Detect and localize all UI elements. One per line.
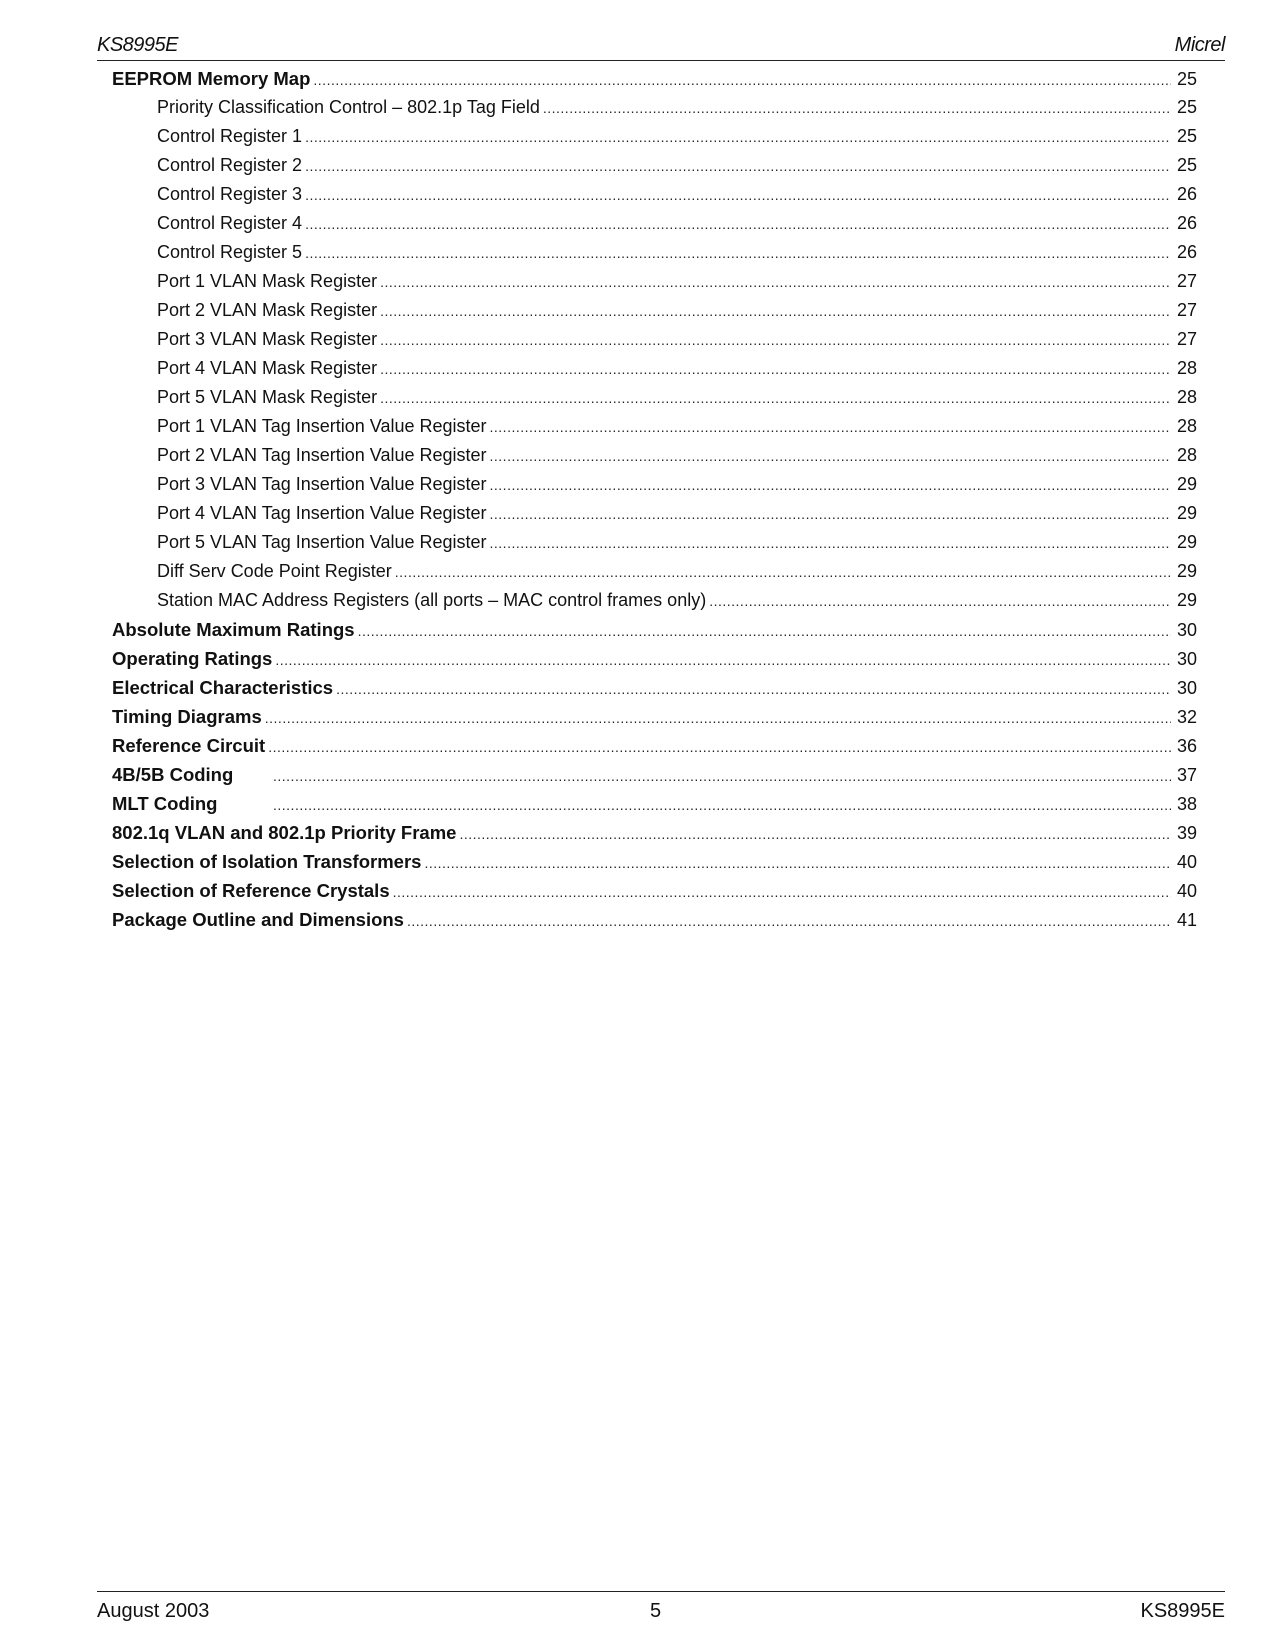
toc-entry[interactable] — [112, 184, 1197, 213]
toc-entry-title: Electrical Characteristics — [112, 677, 334, 698]
toc-entry[interactable] — [112, 271, 1197, 300]
toc-entry[interactable] — [112, 416, 1197, 445]
toc-dot-leader — [273, 797, 1171, 813]
toc-entry[interactable] — [112, 445, 1197, 474]
toc-entry-title: 802.1q VLAN and 802.1p Priority Frame — [112, 822, 457, 843]
toc-dot-leader — [380, 361, 1171, 377]
toc-dot-leader — [380, 332, 1171, 348]
toc-entry-title: Port 5 VLAN Mask Register — [157, 387, 378, 407]
toc-dot-leader — [490, 419, 1171, 435]
toc-entry-page: 25 — [1176, 155, 1197, 175]
toc-dot-leader — [305, 245, 1171, 261]
toc-entry[interactable] — [112, 503, 1197, 532]
toc-entry[interactable] — [112, 300, 1197, 329]
toc-entry[interactable] — [112, 851, 1197, 880]
toc-entry-page: 25 — [1176, 69, 1197, 89]
toc-entry-page: 29 — [1176, 590, 1197, 610]
toc-entry-title: Port 2 VLAN Tag Insertion Value Register — [157, 445, 487, 465]
toc-dot-leader — [709, 593, 1171, 609]
toc-entry-page: 27 — [1176, 329, 1197, 349]
toc-entry[interactable] — [112, 358, 1197, 387]
toc-dot-leader — [407, 913, 1171, 929]
toc-dot-leader — [490, 448, 1171, 464]
toc-entry-title: MLT Coding — [112, 793, 218, 814]
toc-entry-page: 32 — [1176, 707, 1197, 727]
toc-entry-title: Control Register 4 — [157, 213, 303, 233]
toc-entry-title: Control Register 1 — [157, 126, 303, 146]
toc-entry-page: 41 — [1176, 910, 1197, 930]
toc-dot-leader — [490, 535, 1171, 551]
toc-entry[interactable] — [112, 213, 1197, 242]
toc-dot-leader — [424, 855, 1171, 871]
toc-entry-page: 26 — [1176, 184, 1197, 204]
toc-entry-page: 27 — [1176, 300, 1197, 320]
header-doc-id: KS8995E — [97, 34, 179, 56]
table-of-contents — [112, 68, 1197, 938]
toc-dot-leader — [305, 187, 1171, 203]
toc-entry-title: Selection of Reference Crystals — [112, 880, 390, 901]
toc-dot-leader — [358, 623, 1171, 639]
footer-doc-id: KS8995E — [1140, 1600, 1225, 1622]
toc-entry-page: 26 — [1176, 242, 1197, 262]
toc-entry-title: Port 3 VLAN Tag Insertion Value Register — [157, 474, 487, 494]
toc-entry-title: Package Outline and Dimensions — [112, 909, 404, 930]
toc-entry[interactable] — [112, 793, 1197, 822]
toc-dot-leader — [305, 158, 1171, 174]
toc-entry[interactable] — [112, 532, 1197, 561]
toc-entry-page: 37 — [1176, 765, 1197, 785]
toc-entry-title: Control Register 2 — [157, 155, 303, 175]
toc-dot-leader — [313, 72, 1171, 88]
toc-entry-page: 25 — [1176, 126, 1197, 146]
toc-entry-title: Selection of Isolation Transformers — [112, 851, 422, 872]
toc-entry-page: 29 — [1176, 474, 1197, 494]
toc-entry[interactable] — [112, 648, 1197, 677]
toc-dot-leader — [543, 100, 1171, 116]
toc-entry-title: Control Register 3 — [157, 184, 303, 204]
toc-entry-title: Port 3 VLAN Mask Register — [157, 329, 378, 349]
toc-dot-leader — [393, 884, 1171, 900]
toc-dot-leader — [380, 390, 1171, 406]
toc-entry[interactable] — [112, 68, 1197, 97]
toc-entry-title: Control Register 5 — [157, 242, 303, 262]
header-company: Micrel — [1174, 34, 1225, 56]
toc-entry-page: 40 — [1176, 852, 1197, 872]
toc-entry-page: 28 — [1176, 387, 1197, 407]
toc-entry-page: 28 — [1176, 358, 1197, 378]
toc-dot-leader — [490, 477, 1171, 493]
toc-entry[interactable] — [112, 706, 1197, 735]
toc-entry-page: 30 — [1176, 649, 1197, 669]
toc-entry-title: Port 4 VLAN Tag Insertion Value Register — [157, 503, 487, 523]
toc-entry[interactable] — [112, 474, 1197, 503]
toc-entry-page: 28 — [1176, 416, 1197, 436]
toc-dot-leader — [459, 826, 1171, 842]
toc-entry-title: Port 4 VLAN Mask Register — [157, 358, 378, 378]
toc-entry-page: 30 — [1176, 620, 1197, 640]
toc-entry-title: Diff Serv Code Point Register — [157, 561, 392, 581]
toc-entry-page: 25 — [1176, 97, 1197, 117]
toc-entry[interactable] — [112, 155, 1197, 184]
toc-dot-leader — [395, 564, 1171, 580]
footer-page-number: 5 — [650, 1600, 662, 1622]
page-footer — [97, 1591, 1225, 1632]
toc-entry[interactable] — [112, 387, 1197, 416]
toc-entry[interactable] — [112, 880, 1197, 909]
toc-entry[interactable] — [112, 764, 1197, 793]
toc-entry-title: 4B/5B Coding — [112, 764, 234, 785]
toc-entry[interactable] — [112, 590, 1197, 619]
toc-entry[interactable] — [112, 619, 1197, 648]
toc-dot-leader — [265, 710, 1171, 726]
toc-entry-page: 27 — [1176, 271, 1197, 291]
toc-entry[interactable] — [112, 126, 1197, 155]
toc-entry-page: 29 — [1176, 503, 1197, 523]
toc-dot-leader — [380, 303, 1171, 319]
toc-dot-leader — [380, 274, 1171, 290]
toc-entry[interactable] — [112, 329, 1197, 358]
toc-entry-page: 30 — [1176, 678, 1197, 698]
toc-entry-page: 38 — [1176, 794, 1197, 814]
toc-dot-leader — [273, 768, 1171, 784]
toc-dot-leader — [305, 129, 1171, 145]
footer-date: August 2003 — [97, 1600, 210, 1622]
toc-entry-page: 36 — [1176, 736, 1197, 756]
toc-entry-page: 28 — [1176, 445, 1197, 465]
toc-entry-title: Priority Classification Control – 802.1p Tag Field — [157, 97, 540, 117]
toc-entry-title: Station MAC Address Registers (all ports – MAC control frames only) — [157, 590, 707, 610]
toc-dot-leader — [336, 681, 1171, 697]
toc-entry-title: Port 1 VLAN Tag Insertion Value Register — [157, 416, 487, 436]
toc-entry-page: 26 — [1176, 213, 1197, 233]
toc-entry[interactable] — [112, 561, 1197, 590]
toc-entry-title: EEPROM Memory Map — [112, 68, 311, 89]
toc-entry-title: Absolute Maximum Ratings — [112, 619, 355, 640]
toc-entry-title: Port 1 VLAN Mask Register — [157, 271, 378, 291]
toc-dot-leader — [268, 739, 1171, 755]
toc-entry[interactable] — [112, 677, 1197, 706]
toc-entry-page: 29 — [1176, 532, 1197, 552]
toc-dot-leader — [305, 216, 1171, 232]
toc-dot-leader — [490, 506, 1171, 522]
toc-entry-title: Port 2 VLAN Mask Register — [157, 300, 378, 320]
toc-entry-page: 39 — [1176, 823, 1197, 843]
toc-entry[interactable] — [112, 242, 1197, 271]
toc-entry[interactable] — [112, 909, 1197, 938]
toc-entry-title: Operating Ratings — [112, 648, 273, 669]
toc-entry-page: 29 — [1176, 561, 1197, 581]
toc-entry-title: Timing Diagrams — [112, 706, 262, 727]
page-header — [97, 34, 1225, 61]
toc-entry[interactable] — [112, 735, 1197, 764]
toc-entry-page: 40 — [1176, 881, 1197, 901]
toc-entry[interactable] — [112, 97, 1197, 126]
toc-entry[interactable] — [112, 822, 1197, 851]
toc-entry-title: Port 5 VLAN Tag Insertion Value Register — [157, 532, 487, 552]
toc-entry-title: Reference Circuit — [112, 735, 266, 756]
toc-dot-leader — [275, 652, 1171, 668]
